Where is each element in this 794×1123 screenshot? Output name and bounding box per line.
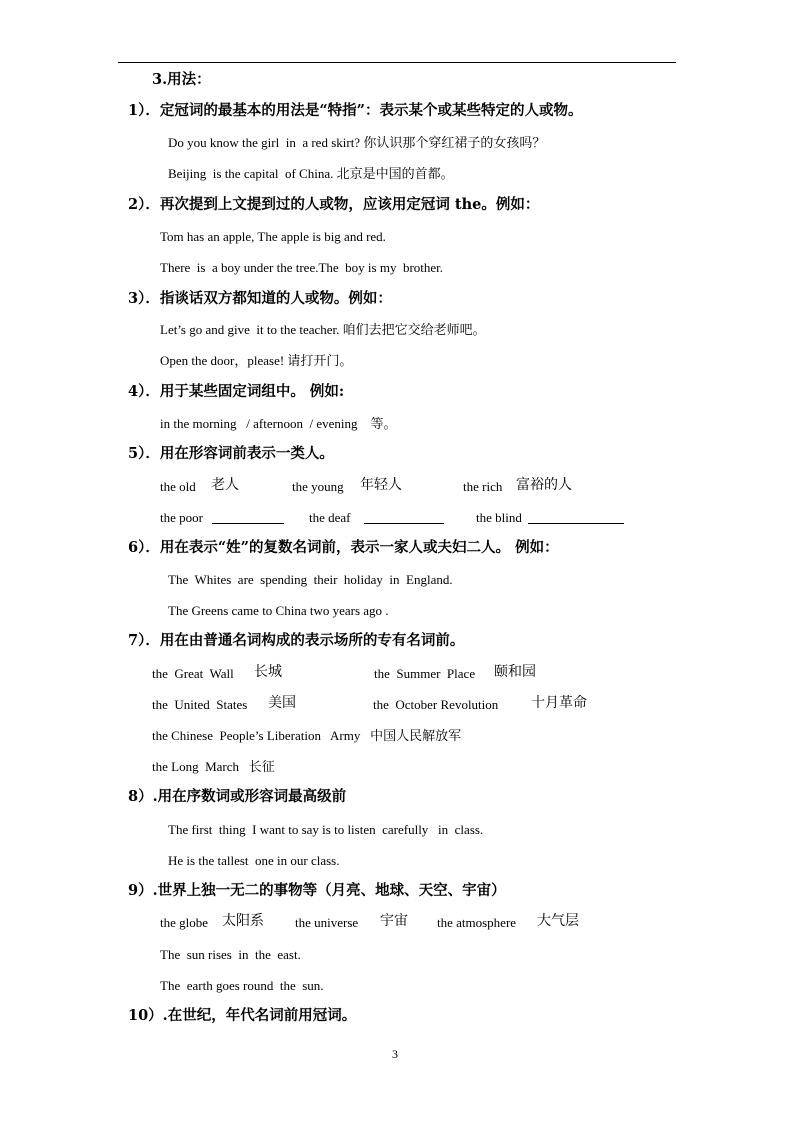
item-7-example-2: the Long March 长征 xyxy=(152,759,275,774)
term-the-universe-zh: 宇宙 xyxy=(380,913,408,929)
term-october-revolution: the October Revolution xyxy=(373,697,499,712)
item-6-example-2: The Greens came to China two years ago . xyxy=(168,603,389,618)
item-1-example-1: Do you know the girl in a red skirt? 你认识那个穿红裙子的女孩吗？ xyxy=(168,135,546,150)
item-3-heading: 3）．指谈话双方都知道的人或物。例如： xyxy=(128,290,392,307)
item-8-example-2: He is the tallest one in our class. xyxy=(168,853,340,868)
term-the-poor: the poor xyxy=(160,510,203,525)
item-9-example-1: The sun rises in the east. xyxy=(160,947,301,962)
term-the-atmosphere: the atmosphere xyxy=(437,915,517,930)
item-1-heading: 1）．定冠词的最基本的用法是“特指”：表示某个或某些特定的人或物。 xyxy=(128,102,583,119)
term-summer-place-zh: 颐和园 xyxy=(494,664,536,680)
term-great-wall: the Great Wall xyxy=(152,666,234,681)
term-the-rich-zh: 富裕的人 xyxy=(516,477,572,493)
term-the-rich: the rich xyxy=(463,479,503,494)
term-the-globe-zh: 太阳系 xyxy=(222,913,264,929)
item-8-example-1: The first thing I want to say is to listen carefully in class. xyxy=(168,822,484,837)
item-6-heading: 6）．用在表示“姓”的复数名词前，表示一家人或夫妇二人。 例如： xyxy=(128,539,559,556)
item-2-example-2: There is a boy under the tree.The boy is my brother. xyxy=(160,260,444,275)
section-title: 3.用法： xyxy=(152,71,211,88)
item-9-heading: 9）.世界上独一无二的事物等（月亮、地球、天空、宇宙） xyxy=(128,882,506,899)
item-1-example-2: Beijing is the capital of China. 北京是中国的首都。 xyxy=(168,166,454,181)
term-october-revolution-zh: 十月革命 xyxy=(531,695,587,711)
item-8-heading: 8）.用在序数词或形容词最高级前 xyxy=(128,788,347,805)
item-3-example-2: Open the door，please! 请打开门。 xyxy=(160,353,353,368)
blank-the-deaf[interactable] xyxy=(364,511,444,524)
term-great-wall-zh: 长城 xyxy=(254,664,282,680)
term-the-young: the young xyxy=(292,479,344,494)
term-united-states: the United States xyxy=(152,697,248,712)
header-rule xyxy=(118,62,676,63)
term-the-old: the old xyxy=(160,479,196,494)
item-9-example-2: The earth goes round the sun. xyxy=(160,978,324,993)
term-the-blind: the blind xyxy=(476,510,522,525)
item-7-example-1: the Chinese People’s Liberation Army 中国人民解放军 xyxy=(152,728,462,743)
blank-the-blind[interactable] xyxy=(528,511,624,524)
blank-the-poor[interactable] xyxy=(212,511,284,524)
item-2-heading: 2）．再次提到上文提到过的人或物，应该用定冠词 the。例如： xyxy=(128,196,540,213)
item-4-example-1: in the morning / afternoon / evening 等。 xyxy=(160,416,397,431)
term-the-universe: the universe xyxy=(295,915,359,930)
item-10-heading: 10）.在世纪，年代名词前用冠词。 xyxy=(128,1007,357,1024)
term-the-deaf: the deaf xyxy=(309,510,351,525)
item-7-heading: 7）．用在由普通名词构成的表示场所的专有名词前。 xyxy=(128,632,465,649)
item-5-heading: 5）．用在形容词前表示一类人。 xyxy=(128,445,334,462)
item-3-example-1: Let’s go and give it to the teacher. 咱们去把它交给老师吧。 xyxy=(160,322,486,337)
term-summer-place: the Summer Place xyxy=(374,666,476,681)
term-the-globe: the globe xyxy=(160,915,209,930)
term-the-old-zh: 老人 xyxy=(211,477,239,493)
item-4-heading: 4）．用于某些固定词组中。 例如: xyxy=(128,383,345,400)
item-2-example-1: Tom has an apple, The apple is big and red. xyxy=(160,229,386,244)
page-number: 3 xyxy=(392,1047,398,1061)
term-the-young-zh: 年轻人 xyxy=(360,477,402,493)
term-the-atmosphere-zh: 大气层 xyxy=(537,913,579,929)
term-united-states-zh: 美国 xyxy=(268,695,296,711)
item-6-example-1: The Whites are spending their holiday in England. xyxy=(168,572,453,587)
